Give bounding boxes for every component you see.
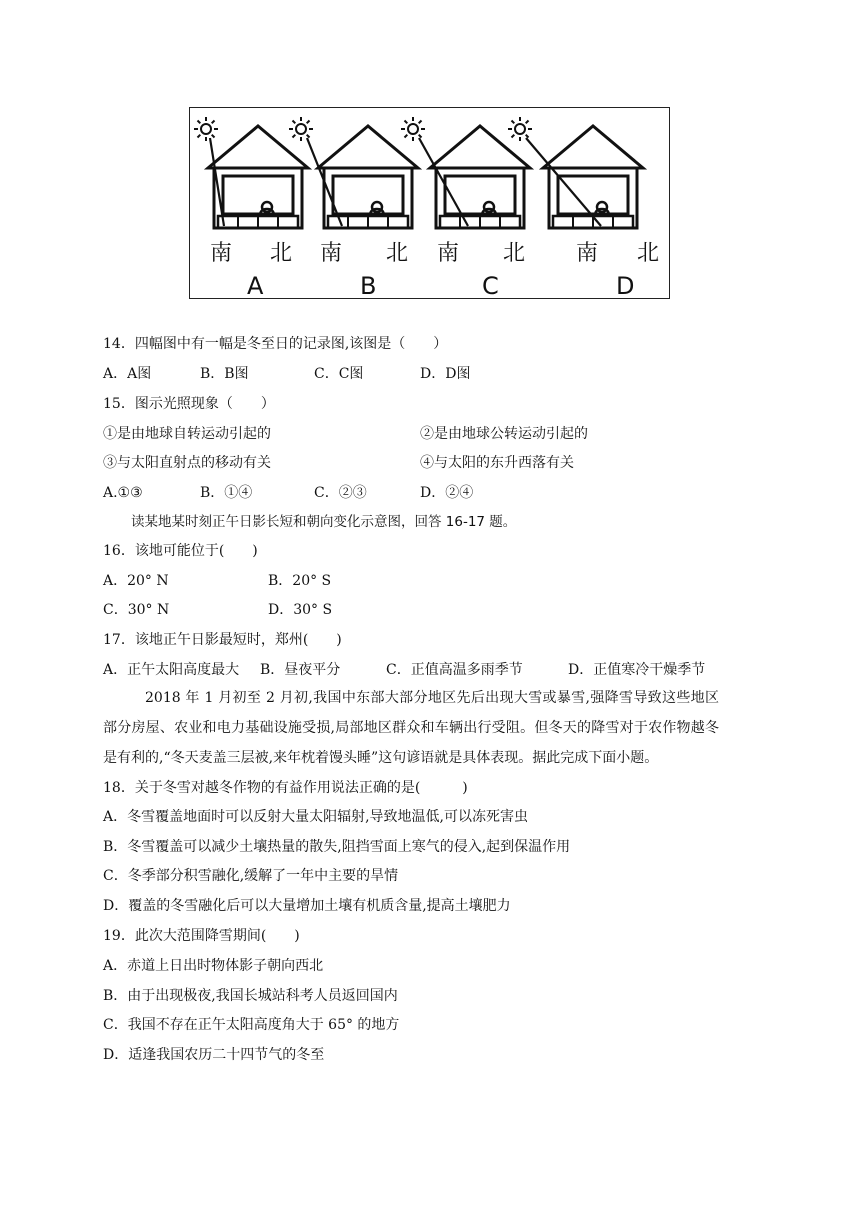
q17-option-c: C．正值高温多雨季节 xyxy=(386,662,523,678)
q15-item-1: ①是由地球自转运动引起的 xyxy=(103,426,271,442)
intro-16-17: 读某地某时刻正午日影长短和朝向变化示意图，回答 16-17 题。 xyxy=(131,514,517,530)
q16-option-d: D．30° S xyxy=(268,602,333,618)
q15-stem: 15．图示光照现象（ ） xyxy=(103,396,275,412)
q18-stem: 18．关于冬雪对越冬作物的有益作用说法正确的是( ) xyxy=(103,780,468,796)
q18-option-d: D．覆盖的冬雪融化后可以大量增加土壤有机质含量,提高土壤肥力 xyxy=(103,898,511,914)
panel-c-south: 南 xyxy=(437,241,460,266)
panel-d-letter: D xyxy=(616,272,635,300)
sun-icon xyxy=(289,117,313,141)
q19-option-c: C．我国不存在正午太阳高度角大于 65° 的地方 xyxy=(103,1017,400,1033)
panel-d xyxy=(508,117,643,228)
panel-c xyxy=(401,117,530,228)
q18-option-b: B．冬雪覆盖可以减少土壤热量的散失,阻挡雪面上寒气的侵入,起到保温作用 xyxy=(103,839,571,855)
panel-b-north: 北 xyxy=(386,241,409,266)
q14-option-d: D．D图 xyxy=(420,366,471,382)
panel-b xyxy=(289,117,418,228)
panel-a-south: 南 xyxy=(210,241,233,266)
q18-option-a: A．冬雪覆盖地面时可以反射大量太阳辐射,导致地温低,可以冻死害虫 xyxy=(103,809,529,825)
sunlight-house-figure xyxy=(189,107,670,299)
q19-option-d: D．适逢我国农历二十四节气的冬至 xyxy=(103,1047,325,1063)
q15-option-b: B．①④ xyxy=(200,485,253,501)
q15-item-2: ②是由地球公转运动引起的 xyxy=(420,426,588,442)
q15-item-3: ③与太阳直射点的移动有关 xyxy=(103,455,271,471)
panel-b-letter: B xyxy=(360,272,377,300)
panel-a xyxy=(194,117,308,228)
q16-stem: 16．该地可能位于( ) xyxy=(103,543,258,559)
panel-d-south: 南 xyxy=(576,241,599,266)
q15-option-d: D．②④ xyxy=(420,485,474,501)
panel-c-north: 北 xyxy=(503,241,526,266)
q16-option-a: A．20° N xyxy=(103,573,169,589)
panel-d-north: 北 xyxy=(637,241,660,266)
sun-icon xyxy=(194,117,218,141)
q18-option-c: C．冬季部分积雪融化,缓解了一年中主要的旱情 xyxy=(103,868,399,884)
q17-stem: 17．该地正午日影最短时，郑州( ) xyxy=(103,632,342,648)
q15-option-c: C．②③ xyxy=(314,485,367,501)
q16-option-b: B．20° S xyxy=(268,573,332,589)
q19-stem: 19．此次大范围降雪期间( ) xyxy=(103,928,300,944)
q17-option-b: B．昼夜平分 xyxy=(260,662,341,678)
q15-option-a: A.①③ xyxy=(103,485,143,501)
q14-option-b: B．B图 xyxy=(200,366,249,382)
q16-option-c: C．30° N xyxy=(103,602,170,618)
house-icon xyxy=(208,126,308,228)
q19-option-b: B．由于出现极夜,我国长城站科考人员返回国内 xyxy=(103,988,398,1004)
panel-a-letter: A xyxy=(247,272,264,300)
sun-icon xyxy=(401,117,425,141)
q17-option-d: D．正值寒冷干燥季节 xyxy=(568,662,706,678)
q17-option-a: A．正午太阳高度最大 xyxy=(103,662,240,678)
q14-option-a: A．A图 xyxy=(103,366,152,382)
house-icon xyxy=(430,126,530,228)
snow-passage: 2018 年 1 月初至 2 月初,我国中东部大部分地区先后出现大雪或暴雪,强降雪导致这些地区部分房屋、农业和电力基础设施受损,局部地区群众和车辆出行受阻。但冬天的降雪对于农作物越冬是有利的,“冬天麦盖三层被,来年枕着馒头睡”这句谚语就是具体表现。据此完成下面小题。 xyxy=(103,690,719,766)
panel-a-north: 北 xyxy=(270,241,293,266)
figure-svg xyxy=(190,108,671,300)
sun-icon xyxy=(508,117,532,141)
panel-c-letter: C xyxy=(482,272,499,300)
panel-b-south: 南 xyxy=(320,241,343,266)
q19-option-a: A．赤道上日出时物体影子朝向西北 xyxy=(103,958,324,974)
q14-stem: 14．四幅图中有一幅是冬至日的记录图,该图是（ ） xyxy=(103,336,448,352)
house-icon xyxy=(318,126,418,228)
q15-item-4: ④与太阳的东升西落有关 xyxy=(420,455,574,471)
q14-option-c: C．C图 xyxy=(314,366,364,382)
